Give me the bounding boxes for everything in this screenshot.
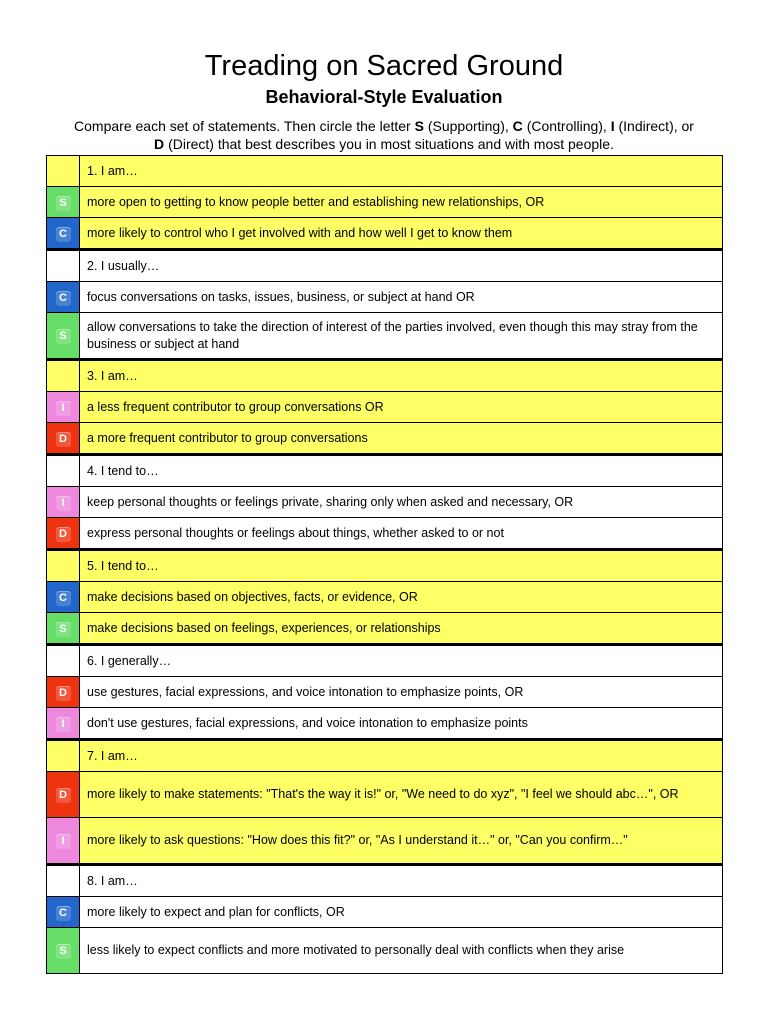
letter-c-badge[interactable]: C (56, 906, 71, 921)
question-prompt: 5. I tend to… (80, 550, 723, 582)
option-statement: a less frequent contributor to group conversations OR (80, 392, 723, 423)
letter-s-badge[interactable]: S (56, 944, 71, 959)
letter-d-key: D (154, 136, 165, 152)
option-letter-cell (47, 613, 80, 645)
question-prompt: 3. I am… (80, 360, 723, 392)
option-letter-cell (47, 677, 80, 708)
instructions-intro: Compare each set of statements. Then circle the letter (74, 118, 411, 134)
letter-i-badge[interactable]: I (56, 401, 71, 416)
option-statement: less likely to expect conflicts and more motivated to personally deal with conflicts when they arise (80, 928, 723, 974)
question-letter-cell (47, 455, 80, 487)
option-statement: allow conversations to take the direction of interest of the parties involved, even though this may stray from the business or subject at hand (80, 313, 723, 360)
instructions (40, 117, 728, 153)
letter-s-key: S (414, 118, 424, 134)
option-row (47, 487, 723, 518)
option-statement: more open to getting to know people better and establishing new relationships, OR (80, 187, 723, 218)
page-title: Treading on Sacred Ground (204, 50, 564, 82)
question-letter-cell (47, 360, 80, 392)
option-statement: don't use gestures, facial expressions, and voice intonation to emphasize points (80, 708, 723, 740)
question-row (47, 740, 723, 772)
option-row (47, 218, 723, 250)
option-statement: use gestures, facial expressions, and voice intonation to emphasize points, OR (80, 677, 723, 708)
letter-d-badge[interactable]: D (56, 788, 71, 803)
question-prompt: 2. I usually… (80, 250, 723, 282)
option-row (47, 392, 723, 423)
letter-s-badge[interactable]: S (56, 622, 71, 637)
option-row (47, 187, 723, 218)
option-statement: more likely to expect and plan for conflicts, OR (80, 897, 723, 928)
question-prompt: 8. I am… (80, 865, 723, 897)
option-letter-cell (47, 897, 80, 928)
question-row (47, 250, 723, 282)
question-row (47, 865, 723, 897)
option-row (47, 897, 723, 928)
option-statement: express personal thoughts or feelings about things, whether asked to or not (80, 518, 723, 550)
letter-i-badge[interactable]: I (56, 717, 71, 732)
letter-d-label: (Direct) that best describes you in most situations and with most people. (168, 136, 614, 152)
question-prompt: 4. I tend to… (80, 455, 723, 487)
letter-i-badge[interactable]: I (56, 496, 71, 511)
question-row (47, 550, 723, 582)
letter-i-key: I (610, 118, 615, 134)
question-row (47, 360, 723, 392)
letter-c-key: C (512, 118, 523, 134)
option-row (47, 313, 723, 360)
letter-d-badge[interactable]: D (56, 432, 71, 447)
letter-c-label: (Controlling), (526, 118, 607, 134)
question-prompt: 1. I am… (80, 156, 723, 187)
option-letter-cell (47, 218, 80, 250)
question-letter-cell (47, 645, 80, 677)
letter-i-badge[interactable]: I (56, 834, 71, 849)
option-row (47, 518, 723, 550)
question-letter-cell (47, 865, 80, 897)
option-row (47, 677, 723, 708)
option-letter-cell (47, 772, 80, 818)
page-subtitle: Behavioral-Style Evaluation (265, 87, 503, 107)
option-row (47, 613, 723, 645)
option-statement: focus conversations on tasks, issues, business, or subject at hand OR (80, 282, 723, 313)
option-letter-cell (47, 818, 80, 865)
option-letter-cell (47, 928, 80, 974)
option-statement: more likely to control who I get involved with and how well I get to know them (80, 218, 723, 250)
option-statement: more likely to make statements: "That's the way it is!" or, "We need to do xyz", "I feel we should abc…", OR (80, 772, 723, 818)
option-statement: a more frequent contributor to group conversations (80, 423, 723, 455)
option-letter-cell (47, 313, 80, 360)
option-letter-cell (47, 282, 80, 313)
question-letter-cell (47, 740, 80, 772)
question-row (47, 645, 723, 677)
letter-c-badge[interactable]: C (56, 291, 71, 306)
letter-d-badge[interactable]: D (56, 527, 71, 542)
letter-c-badge[interactable]: C (56, 591, 71, 606)
option-row (47, 423, 723, 455)
question-letter-cell (47, 250, 80, 282)
option-letter-cell (47, 487, 80, 518)
option-statement: more likely to ask questions: "How does this fit?" or, "As I understand it…" or, "Can you confirm…" (80, 818, 723, 865)
option-row (47, 772, 723, 818)
option-row (47, 582, 723, 613)
letter-c-badge[interactable]: C (56, 227, 71, 242)
option-statement: make decisions based on objectives, facts, or evidence, OR (80, 582, 723, 613)
option-row (47, 708, 723, 740)
option-letter-cell (47, 187, 80, 218)
question-letter-cell (47, 156, 80, 187)
question-row (47, 455, 723, 487)
letter-s-label: (Supporting), (427, 118, 509, 134)
option-letter-cell (47, 392, 80, 423)
evaluation-table (46, 155, 723, 974)
option-letter-cell (47, 582, 80, 613)
question-prompt: 6. I generally… (80, 645, 723, 677)
letter-i-label: (Indirect), or (618, 118, 694, 134)
option-row (47, 282, 723, 313)
letter-d-badge[interactable]: D (56, 686, 71, 701)
option-statement: keep personal thoughts or feelings private, sharing only when asked and necessary, OR (80, 487, 723, 518)
option-statement: make decisions based on feelings, experiences, or relationships (80, 613, 723, 645)
question-row (47, 156, 723, 187)
option-row (47, 928, 723, 974)
letter-s-badge[interactable]: S (56, 329, 71, 344)
letter-s-badge[interactable]: S (56, 196, 71, 211)
question-prompt: 7. I am… (80, 740, 723, 772)
option-letter-cell (47, 423, 80, 455)
option-letter-cell (47, 518, 80, 550)
question-letter-cell (47, 550, 80, 582)
option-row (47, 818, 723, 865)
option-letter-cell (47, 708, 80, 740)
